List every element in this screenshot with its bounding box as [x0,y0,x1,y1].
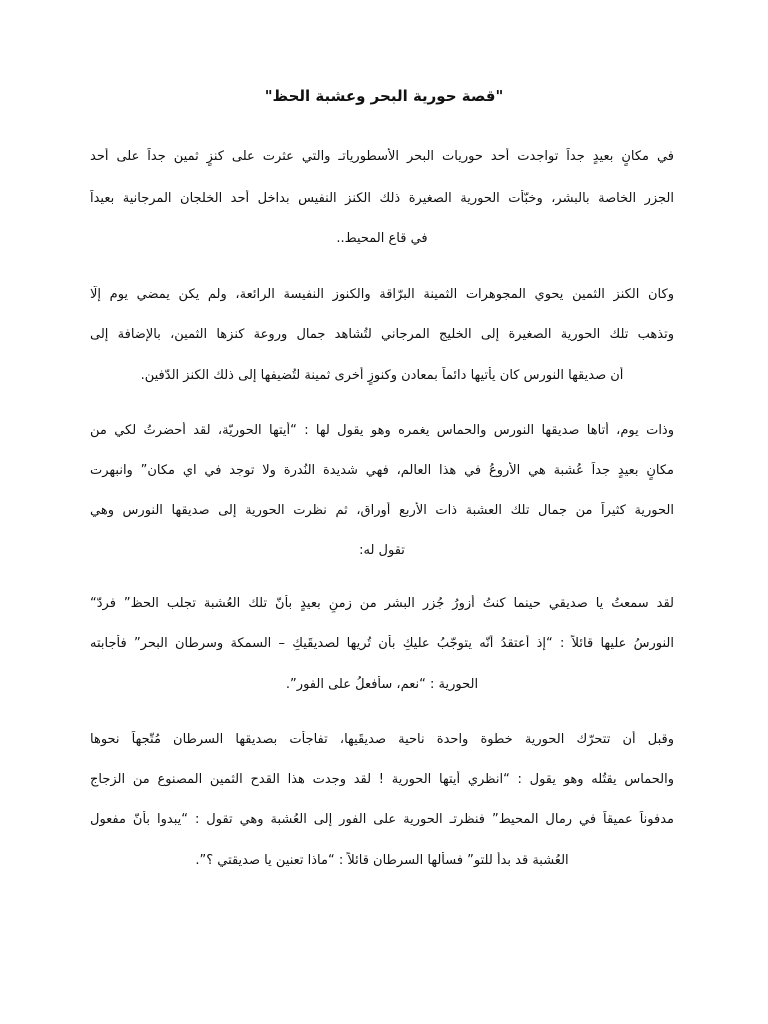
paragraph-5-line-2: والحماس يقتُله وهو يقول : “انظري أيتها الحورية ! لقد وجدت هذا القدح الثمين المصنوع من الزجاج [90,772,674,787]
paragraph-2-line-3: أن صديقها النورس كان يأتيها دائماً بمعادن وكنوزٍ أُخرى ثمينة لتُضيفها إلى ذلك الكنز الدّفين. [140,368,624,383]
paragraph-1-line-1: في مكانٍ بعيدٍ جداً تواجدت أحد حوريات البحر الأسطورياتـ والتي عثرت على كنزٍ ثمين جداً على أحد [90,149,674,164]
paragraph-3-line-2: مكانٍ بعيدٍ جداً عُشبة هي الأروعُ في هذا العالم، فهي شديدة النُدرة ولا توجد في اي مكان” وانبهرت [90,463,674,478]
paragraph-1-line-2: الجزر الخاصة بالبشر، وخبّأت الحورية الصغيرة ذلك الكنز النفيس بداخل أحد الخلجان المرجانية بعيداً [90,191,674,206]
document-title: "قصة حورية البحر وعشبة الحظ" [264,87,504,105]
paragraph-3-line-4: تقول له: [359,543,405,558]
paragraph-5-line-3: مدفوناً عميقاً في رمال المحيط” فنظرتـ الحورية على الفور إلى العُشبة وهي تقول : “يبدوا بأنّ مفعول [90,812,674,827]
paragraph-5-line-1: وقبل أن تتحرّك الحورية خطوة واحدة ناحية صديقَيها، تفاجأت بصديقها السرطان مُتّجهاً نحوها [90,732,674,747]
paragraph-1-line-3: في قاع المحيط.. [336,231,428,246]
paragraph-2-line-1: وكان الكنز الثمين يحوي المجوهرات الثمينة البرّاقة والكنوز النفيسة الرائعة، ولم يكن يمضي يوم إلّا [90,287,674,302]
paragraph-4-line-1: لقد سمعتُ يا صديقي حينما كنتُ أزورُ جُزر البشر من زمنٍ بعيدٍ بأنّ تلك العُشبة تجلب الحظ” فردّ“ [90,596,674,611]
paragraph-4-line-2: النورسُ عليها قائلاً : “إذ أعتقدُ أنّه يتوجّبُ عليكِ بأن تُريها لصديقَيكِ – السمكة وسرطان البحر” فأجابته [90,636,674,651]
paragraph-2-line-2: وتذهب تلك الحورية الصغيرة إلى الخليج المرجاني لتُشاهد جمال وروعة كنزها الثمين، بالإضافة إلى [90,327,674,342]
paragraph-5-line-4: العُشبة قد بدأ للتو” فسألها السرطان قائلاً : “ماذا تعنين يا صديقتي ؟”. [195,853,569,868]
paragraph-3-line-1: وذات يوم، أتاها صديقها النورس والحماس يغمره وهو يقول لها : “أيتها الحوريّة، لقد أحضرتُ لكي من [90,423,674,438]
paragraph-3-line-3: الحورية كثيراً من جمال تلك العشبة ذات الأربع أوراق، ثم نظرت الحورية إلى صديقها النورس وهي [90,503,674,518]
paragraph-4-line-3: الحورية : “نعم، سأفعلُ على الفور”. [285,677,479,692]
